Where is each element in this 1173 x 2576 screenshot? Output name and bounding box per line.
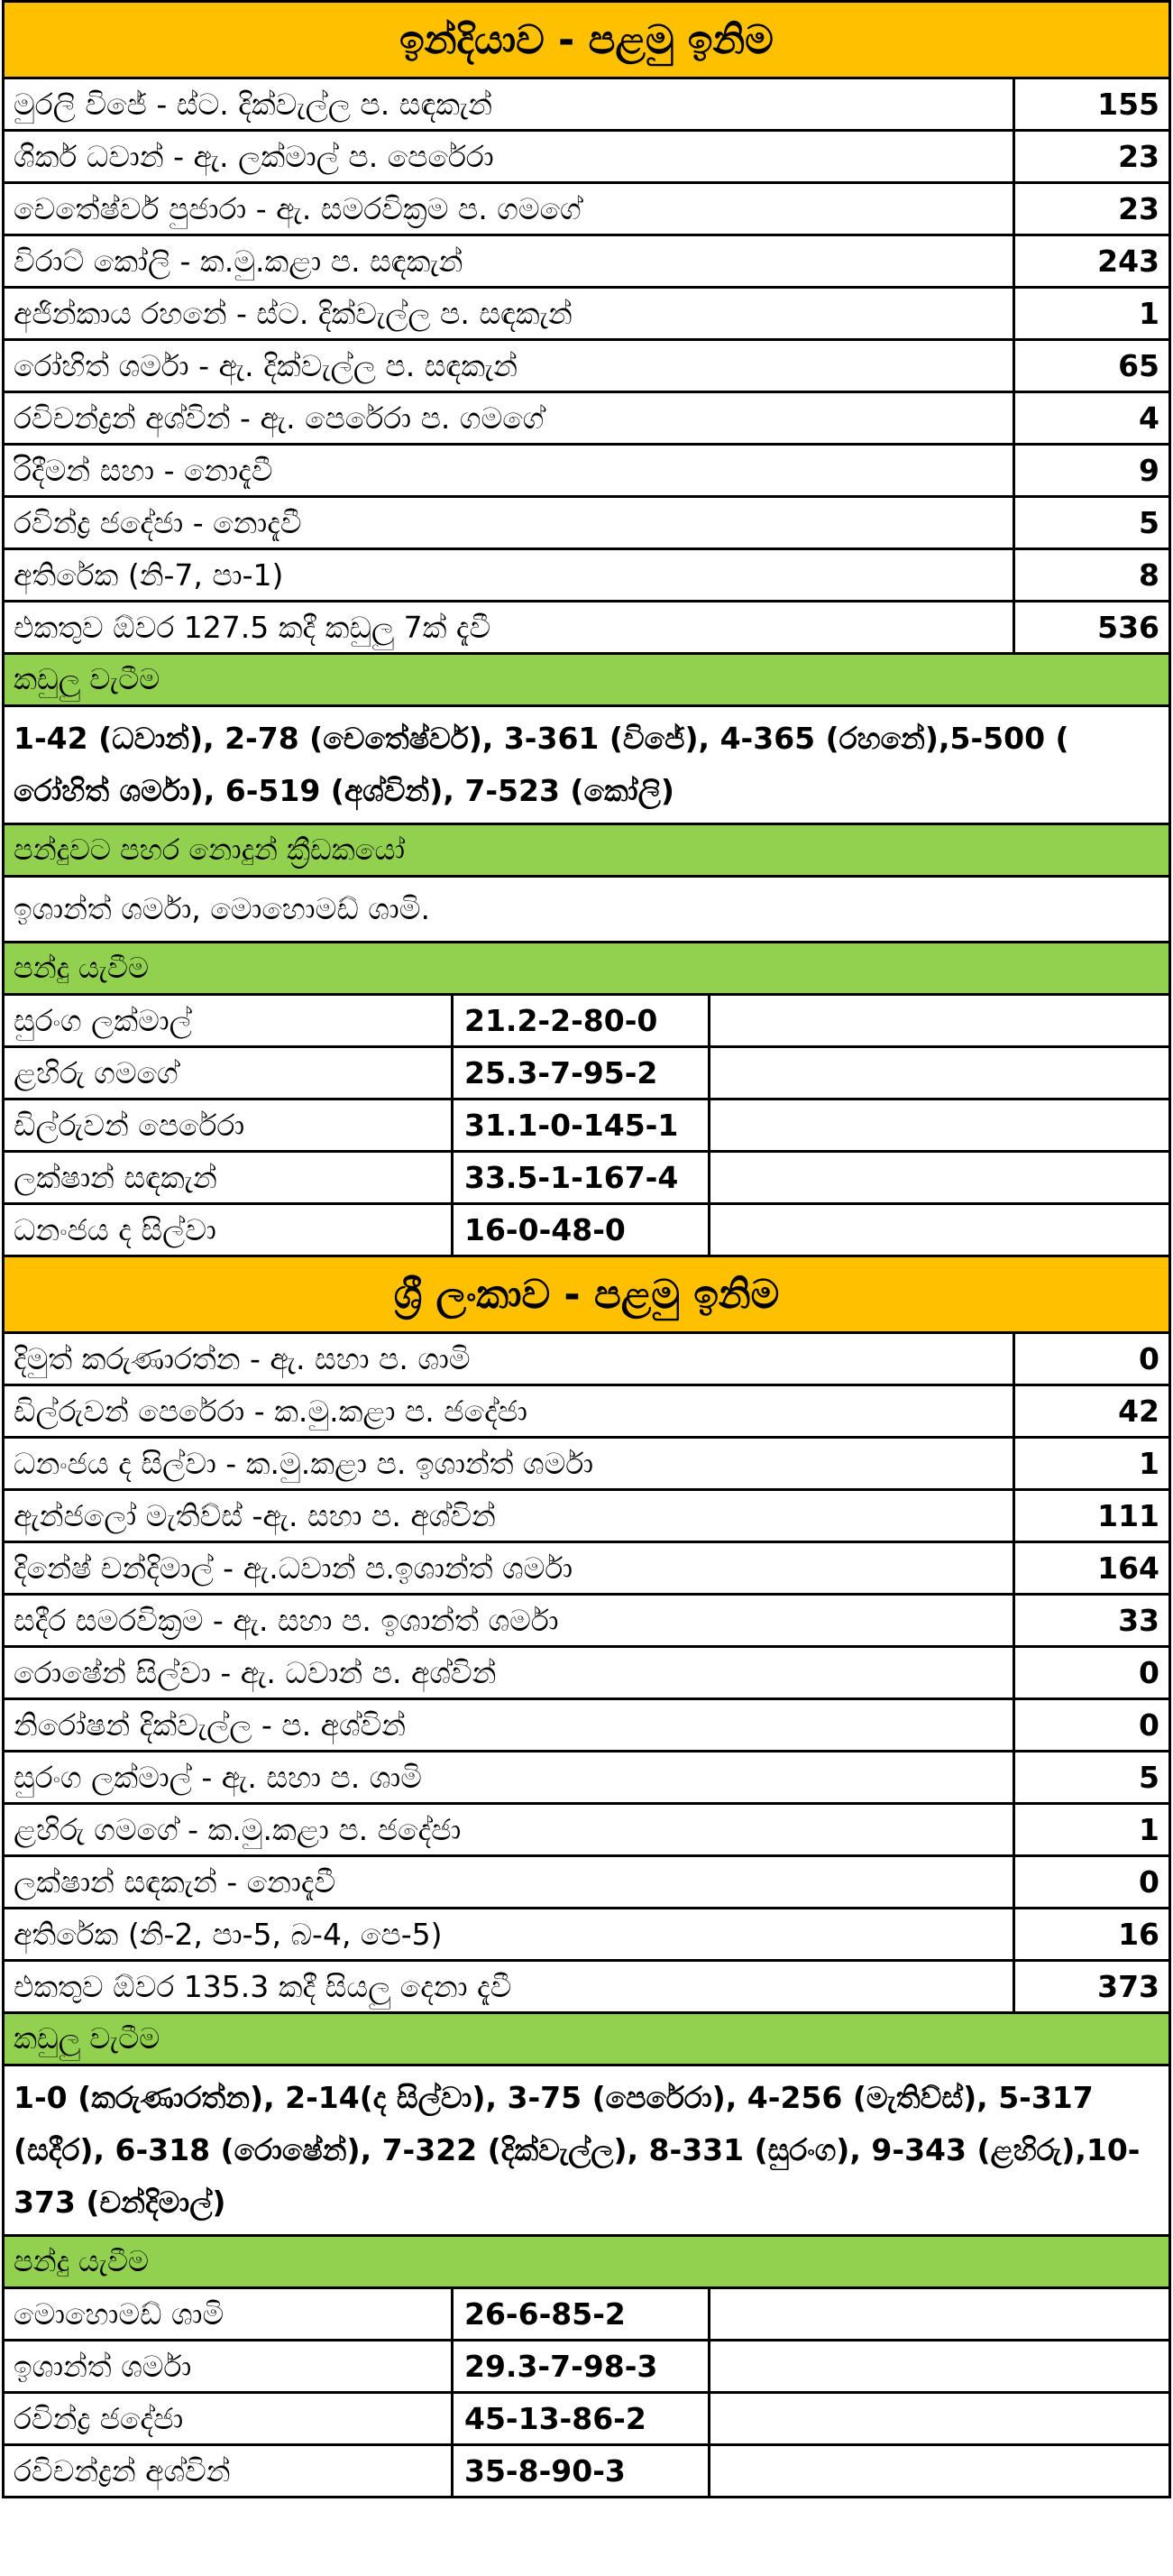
batsman-name: මුරලි විජේ - ස්ට. දික්වැල්ල ප. සඳකැන් xyxy=(5,79,1015,129)
srilanka-bowling-heading: පන්දු යැවීම xyxy=(2,2234,1171,2286)
batsman-name: ළහිරු ගමගේ - ක.මු.කළා ප. ජදේජා xyxy=(5,1805,1015,1854)
batsman-name: රවිචන්ද්‍රන් අශ්වින් - ඇ. පෙරේරා ප. ගමගේ xyxy=(5,393,1015,443)
batting-row xyxy=(2,1750,1171,1802)
batsman-name: විරාට් කෝලි - ක.මු.කළා ප. සඳකැන් xyxy=(5,236,1015,286)
batsman-runs: 164 xyxy=(1097,1550,1159,1586)
batsman-runs: 4 xyxy=(1139,400,1159,436)
india-innings-title: ඉන්දියාව - පළමු ඉනිම xyxy=(2,0,1171,77)
batting-row xyxy=(2,1593,1171,1645)
empty-cell xyxy=(710,2341,1168,2391)
bowling-row xyxy=(2,1098,1171,1150)
bowler-figures: 33.5-1-167-4 xyxy=(454,1153,710,1202)
srilanka-bowling-table xyxy=(2,2286,1171,2496)
batsman-runs: 243 xyxy=(1097,244,1159,279)
bowler-name: මොහොමඩ් ශාමි xyxy=(5,2289,454,2339)
india-fow-text: 1-42 (ධවාන්), 2-78 (චෙතේෂ්වර්), 3-361 (විජේ), 4-365 (රහනේ),5-500 ( රෝහිත් ශර්මා), 6-519 (අශ්වින්), 7-523 (කෝලි) xyxy=(2,704,1171,823)
batting-row xyxy=(2,1802,1171,1854)
india-dnb-text: ඉශාන්ත් ශර්මා, මොහොමඩ් ශාමි. xyxy=(2,875,1171,941)
batting-row xyxy=(2,1331,1171,1384)
total-label: එකතුව ඕවර 127.5 කදී කඩුලු 7ක් දැවී xyxy=(5,603,1015,652)
batsman-runs: 0 xyxy=(1139,1707,1159,1743)
batsman-name: නිරෝෂන් දික්වැල්ල - ප. අශ්වින් xyxy=(5,1700,1015,1750)
batting-row xyxy=(2,1436,1171,1488)
batsman-name: රෝහිත් ශර්මා - ඇ. දික්වැල්ල ප. සඳකැන් xyxy=(5,341,1015,391)
batsman-runs: 9 xyxy=(1139,453,1159,488)
batsman-name: ධනංජය ද සිල්වා - ක.මු.කළා ප. ඉශාන්ත් ශර්මා xyxy=(5,1439,1015,1488)
india-dnb-heading: පන්දුවට පහර නොදුන් ක්‍රීඩකයෝ xyxy=(2,823,1171,875)
empty-cell xyxy=(710,2394,1168,2443)
bowler-name: ඩිල්රුවන් පෙරේරා xyxy=(5,1100,454,1150)
batsman-runs: 1 xyxy=(1139,296,1159,331)
srilanka-fow-heading: කඩුලු වැටීම xyxy=(2,2011,1171,2064)
bowler-figures: 25.3-7-95-2 xyxy=(454,1048,710,1098)
extras-row xyxy=(2,547,1171,600)
batting-row xyxy=(2,1541,1171,1593)
batting-row xyxy=(2,1854,1171,1907)
bowler-name: ධනංජය ද සිල්වා xyxy=(5,1205,454,1255)
bowler-figures: 31.1-0-145-1 xyxy=(454,1100,710,1150)
empty-cell xyxy=(710,1205,1168,1255)
empty-cell xyxy=(710,996,1168,1045)
bowler-name: ළහිරු ගමගේ xyxy=(5,1048,454,1098)
batsman-name: සුරංග ලක්මාල් - ඇ. සහා ප. ශාමි xyxy=(5,1753,1015,1802)
srilanka-batting-table xyxy=(2,1331,1171,2011)
extras-label: අතිරේක (නි-7, පා-1) xyxy=(5,550,1015,600)
batsman-runs: 65 xyxy=(1118,348,1159,383)
empty-cell xyxy=(710,1048,1168,1098)
batsman-runs: 1 xyxy=(1139,1812,1159,1847)
bowler-name: ඉශාන්ත් ශර්මා xyxy=(5,2341,454,2391)
table-bottom-border xyxy=(2,2496,1171,2498)
india-bowling-table xyxy=(2,993,1171,1255)
scorecard xyxy=(2,0,1171,2498)
bowler-figures: 21.2-2-80-0 xyxy=(454,996,710,1045)
empty-cell xyxy=(710,1100,1168,1150)
batting-row xyxy=(2,234,1171,286)
bowler-figures: 16-0-48-0 xyxy=(454,1205,710,1255)
batting-row xyxy=(2,338,1171,391)
bowler-name: රවිචන්ද්‍රන් අශ්වින් xyxy=(5,2446,454,2496)
batsman-runs: 0 xyxy=(1139,1655,1159,1690)
batsman-runs: 0 xyxy=(1139,1341,1159,1376)
extras-runs: 16 xyxy=(1118,1917,1159,1952)
bowling-row xyxy=(2,2391,1171,2443)
total-row xyxy=(2,1959,1171,2011)
batting-row xyxy=(2,77,1171,129)
india-fow-heading: කඩුලු වැටීම xyxy=(2,652,1171,704)
batsman-name: අජින්කාය රහනේ - ස්ට. දික්වැල්ල ප. සඳකැන් xyxy=(5,289,1015,338)
batsman-name: දිමුත් කරුණාරත්න - ඇ. සහා ප. ශාමි xyxy=(5,1334,1015,1384)
batsman-name: දිනේෂ් චන්දිමාල් - ඇ.ධවාන් ප.ඉශාන්ත් ශර්මා xyxy=(5,1543,1015,1593)
batsman-name: ඇන්ජලෝ මැතිව්ස් -ඇ. සහා ප. අශ්වින් xyxy=(5,1491,1015,1541)
batsman-name: චෙතේෂ්වර් පුජාරා - ඇ. සමරවික්‍රම ප. ගමගේ xyxy=(5,184,1015,234)
batsman-name: ලක්ෂාන් සඳකැන් - නොදැවී xyxy=(5,1857,1015,1907)
batsman-name: රිදීමන් සහා - නොදැවී xyxy=(5,446,1015,495)
batting-row xyxy=(2,1697,1171,1750)
batsman-name: රොෂේන් සිල්වා - ඇ. ධවාන් ප. අශ්වින් xyxy=(5,1648,1015,1697)
batsman-runs: 1 xyxy=(1139,1446,1159,1481)
batting-row xyxy=(2,129,1171,181)
batsman-runs: 111 xyxy=(1097,1498,1159,1533)
bowling-row xyxy=(2,1150,1171,1202)
batsman-runs: 0 xyxy=(1139,1864,1159,1900)
empty-cell xyxy=(710,2446,1168,2496)
batsman-runs: 33 xyxy=(1118,1603,1159,1638)
india-bowling-heading: පන්දු යැවීම xyxy=(2,941,1171,993)
batting-row xyxy=(2,1384,1171,1436)
batting-row xyxy=(2,495,1171,547)
bowler-figures: 45-13-86-2 xyxy=(454,2394,710,2443)
bowler-figures: 35-8-90-3 xyxy=(454,2446,710,2496)
batsman-runs: 42 xyxy=(1118,1394,1159,1429)
batsman-name: රවින්ද්‍ර ජදේජා - නොදැවී xyxy=(5,498,1015,547)
batting-row xyxy=(2,286,1171,338)
bowling-row xyxy=(2,1045,1171,1098)
total-runs: 373 xyxy=(1097,1969,1159,2004)
extras-runs: 8 xyxy=(1139,557,1159,593)
batsman-runs: 5 xyxy=(1139,505,1159,540)
bowling-row xyxy=(2,1202,1171,1255)
batting-row xyxy=(2,443,1171,495)
batting-row xyxy=(2,1488,1171,1541)
bowler-figures: 29.3-7-98-3 xyxy=(454,2341,710,2391)
batsman-runs: 5 xyxy=(1139,1760,1159,1795)
bowling-row xyxy=(2,2443,1171,2496)
batsman-name: ඩිල්රුවන් පෙරේරා - ක.මු.කළා ප. ජදේජා xyxy=(5,1386,1015,1436)
srilanka-innings-title: ශ්‍රී ලංකාව - පළමු ඉනිම xyxy=(2,1255,1171,1331)
total-runs: 536 xyxy=(1097,610,1159,645)
srilanka-fow-text: 1-0 (කරුණාරත්න), 2-14(ද සිල්වා), 3-75 (පෙරේරා), 4-256 (මැතිව්ස්), 5-317 (සදීර), 6-318 (රොෂේන්), 7-322 (දික්වැල්ල), 8-331 (සුරංග), 9-343 (ළහිරු),10-373 (චන්දිමාල්) xyxy=(2,2064,1171,2234)
total-row xyxy=(2,600,1171,652)
bowler-name: සුරංග ලක්මාල් xyxy=(5,996,454,1045)
bowling-row xyxy=(2,2286,1171,2339)
extras-row xyxy=(2,1907,1171,1959)
empty-cell xyxy=(710,1153,1168,1202)
bowling-row xyxy=(2,993,1171,1045)
bowler-figures: 26-6-85-2 xyxy=(454,2289,710,2339)
empty-cell xyxy=(710,2289,1168,2339)
batting-row xyxy=(2,181,1171,234)
batsman-runs: 155 xyxy=(1097,87,1159,122)
total-label: එකතුව ඕවර 135.3 කදී සියලු දෙනා දැවී xyxy=(5,1962,1015,2011)
batsman-runs: 23 xyxy=(1118,191,1159,226)
batting-row xyxy=(2,1645,1171,1697)
batsman-name: ශිකර් ධවාන් - ඇ. ලක්මාල් ප. පෙරේරා xyxy=(5,132,1015,181)
bowler-name: ලක්ෂාන් සඳකැන් xyxy=(5,1153,454,1202)
bowling-row xyxy=(2,2339,1171,2391)
batsman-runs: 23 xyxy=(1118,139,1159,174)
bowler-name: රවින්ද්‍ර ජදේජා xyxy=(5,2394,454,2443)
batting-row xyxy=(2,391,1171,443)
extras-label: අතිරේක (නි-2, පා-5, බ-4, පෙ-5) xyxy=(5,1909,1015,1959)
india-batting-table xyxy=(2,77,1171,652)
batsman-name: සදීර සමරවික්‍රම - ඇ. සහා ප. ඉශාන්ත් ශර්මා xyxy=(5,1596,1015,1645)
